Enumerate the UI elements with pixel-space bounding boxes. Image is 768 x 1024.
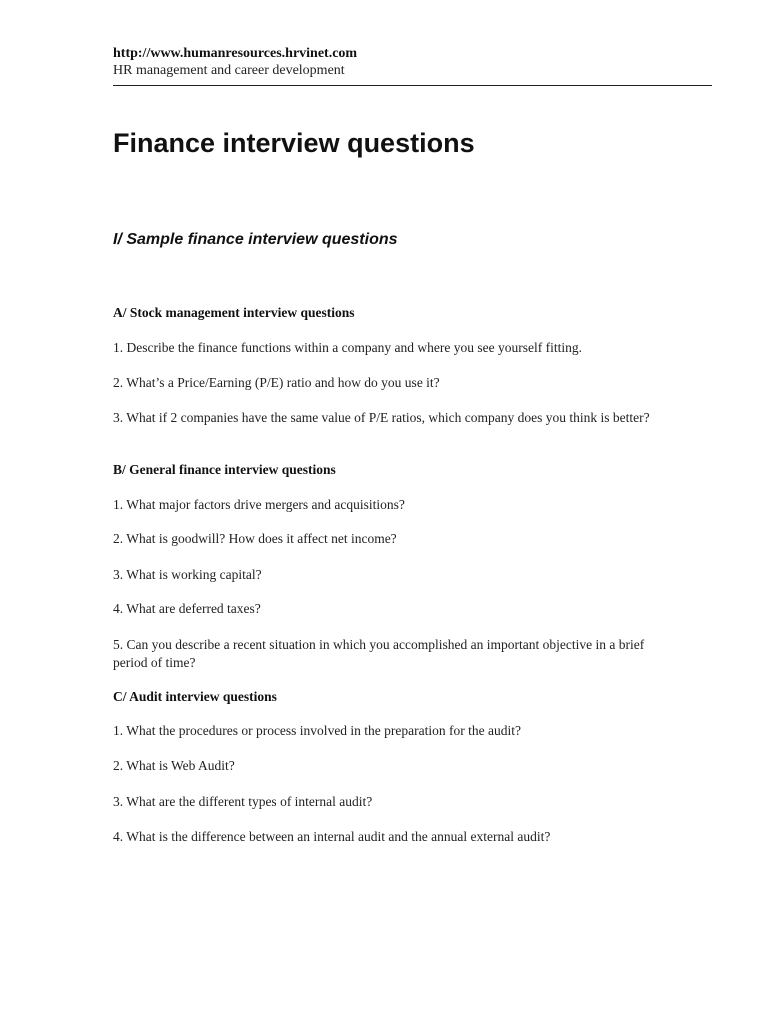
section-c-heading: C/ Audit interview questions (113, 689, 277, 704)
question-c1: 1. What the procedures or process involved in the preparation for the audit? (113, 723, 521, 738)
document-title: Finance interview questions (113, 128, 475, 158)
page-header (113, 45, 713, 79)
header-subtitle: HR management and career development (113, 63, 345, 78)
question-b1: 1. What major factors drive mergers and acquisitions? (113, 497, 405, 512)
question-a2: 2. What’s a Price/Earning (P/E) ratio and how do you use it? (113, 375, 440, 390)
section-a-heading: A/ Stock management interview questions (113, 305, 355, 320)
section-b-heading: B/ General finance interview questions (113, 462, 336, 477)
question-c3: 3. What are the different types of internal audit? (113, 794, 373, 809)
section-title: I/ Sample finance interview questions (113, 231, 398, 248)
question-c4: 4. What is the difference between an internal audit and the annual external audit? (113, 829, 551, 844)
header-divider (113, 85, 712, 86)
question-a3: 3. What if 2 companies have the same value of P/E ratios, which company does you think is better? (113, 410, 650, 425)
header-url: http://www.humanresources.hrvinet.com (113, 46, 358, 61)
question-b2: 2. What is goodwill? How does it affect net income? (113, 531, 397, 546)
question-b5: 5. Can you describe a recent situation in which you accomplished an important objective in a brief period of time? (113, 637, 645, 670)
question-a1: 1. Describe the finance functions within a company and where you see yourself fitting. (113, 340, 582, 355)
question-b3: 3. What is working capital? (113, 567, 262, 582)
question-b4: 4. What are deferred taxes? (113, 601, 261, 616)
question-c2: 2. What is Web Audit? (113, 758, 235, 773)
